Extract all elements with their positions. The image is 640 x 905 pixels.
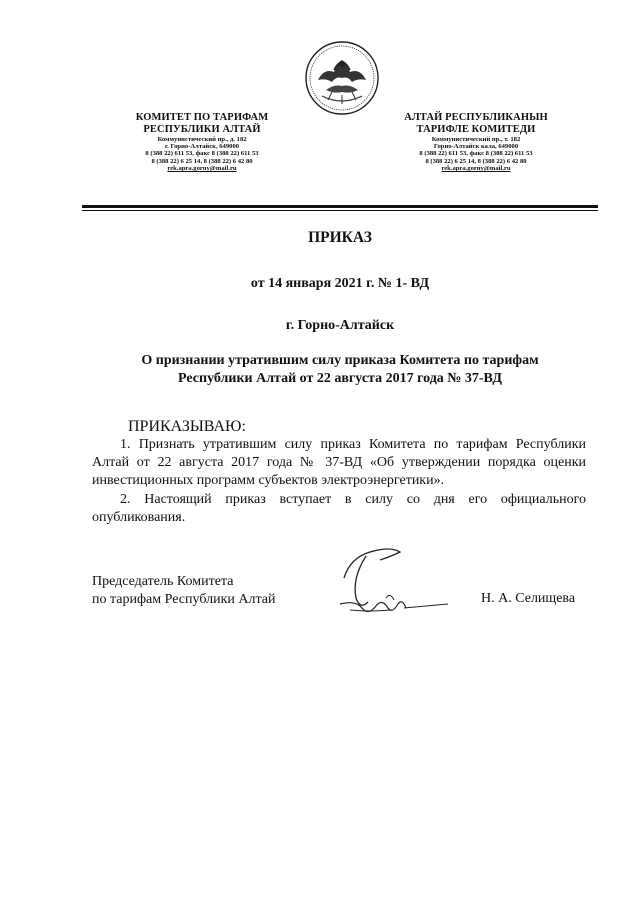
paragraph-1: 1. Признать утратившим силу приказ Комитета по тарифам Республики Алтай от 22 августа 2017 года № 37-ВД «Об утверждении порядка оценки инвестиционных программ субъектов электроэнергетики». [92, 437, 586, 489]
header-left [82, 112, 322, 172]
email-link[interactable]: rek.apra.gorny@mail.ru [441, 165, 511, 172]
address-line2: г. Горно-Алтайск, 649000 [164, 142, 240, 150]
phone-line2: 8 (388 22) 6 25 14, 8 (388 22) 6 42 80 [151, 157, 253, 165]
phone-line1: 8 (388 22) 611 53, факс 8 (388 22) 611 53 [145, 150, 259, 158]
org-name-alt-line1: АЛТАЙ РЕСПУБЛИКАНЫН [404, 112, 548, 123]
address-line1: Коммунистический пр., т. 182 [431, 135, 521, 143]
handwritten-signature [330, 538, 460, 624]
header-divider-thick [82, 205, 598, 208]
signatory-name: Н. А. Селищева [481, 591, 576, 606]
order-directive: ПРИКАЗЫВАЮ: [128, 418, 246, 435]
org-name-ru-line2: РЕСПУБЛИКИ АЛТАЙ [143, 123, 261, 135]
phone-line1: 8 (388 22) 611 53, факс 8 (388 22) 611 53 [419, 150, 533, 158]
org-name-ru-line1: КОМИТЕТ ПО ТАРИФАМ [135, 112, 269, 123]
document-date-number: от 14 января 2021 г. № 1- ВД [250, 276, 430, 291]
signatory-position [92, 573, 275, 609]
email-link[interactable]: rek.apra.gorny@mail.ru [167, 165, 237, 172]
address-line2: Горно-Алтайск кала, 649000 [433, 142, 519, 150]
phone-line2: 8 (388 22) 6 25 14, 8 (388 22) 6 42 80 [425, 157, 527, 165]
position-line2: по тарифам Республики Алтай [92, 592, 276, 608]
subject-line2: Республики Алтай от 22 августа 2017 года № 37-ВД [178, 370, 502, 386]
position-line1: Председатель Комитета [92, 574, 234, 589]
org-name-alt-line2: ТАРИФЛЕ КОМИТЕДИ [416, 123, 536, 135]
coat-of-arms-emblem [304, 40, 380, 116]
document-type-title: ПРИКАЗ [308, 229, 372, 246]
paragraph-2: 2. Настоящий приказ вступает в силу со дня его официального опубликования. [92, 492, 586, 526]
document-city: г. Горно-Алтайск [285, 318, 395, 333]
address-line1: Коммунистический пр., д. 182 [157, 135, 247, 143]
document-subject [60, 352, 620, 387]
subject-line1: О признании утратившим силу приказа Комитета по тарифам [141, 353, 539, 368]
header-right [356, 112, 596, 172]
header-divider-thin [82, 210, 598, 211]
